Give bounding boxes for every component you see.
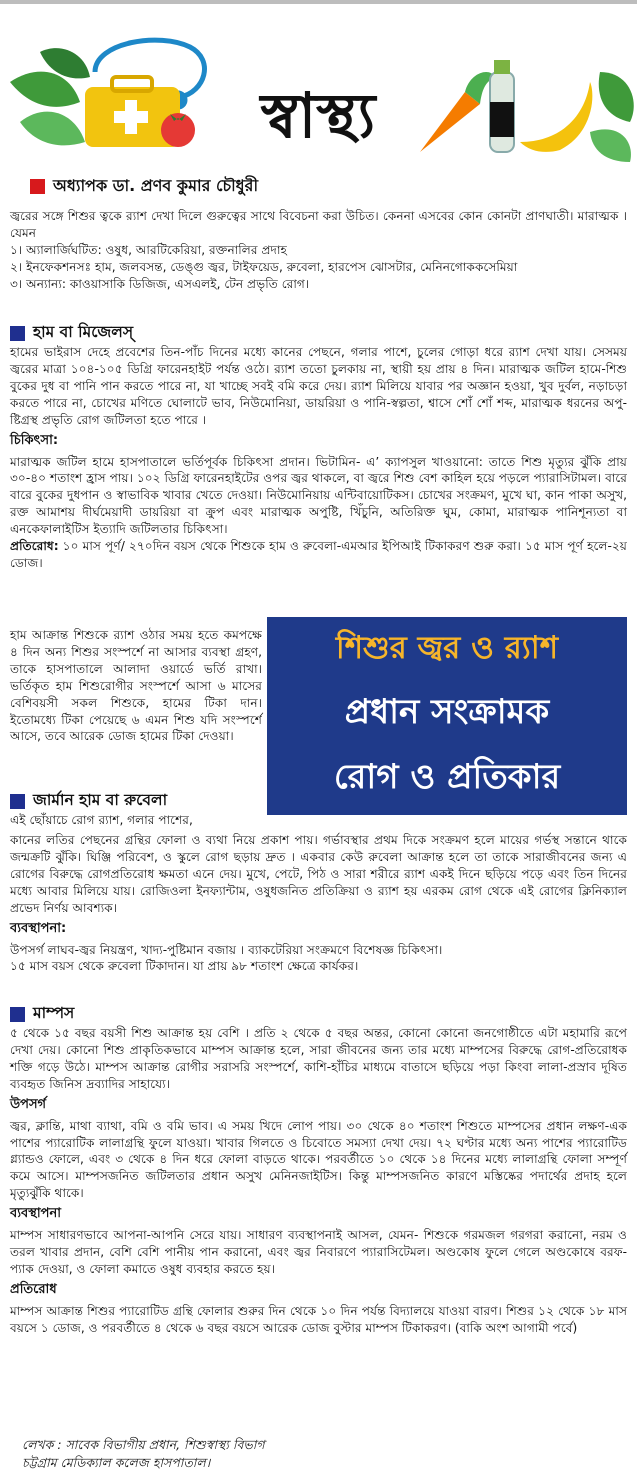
intro-item-1: ১। অ্যালার্জিঘটিত: ওষুধ, আরটিকেরিয়া, রক্তনালির প্রদাহ	[10, 242, 287, 257]
mumps-symptoms-label: উপসর্গ	[10, 1096, 47, 1112]
highlight-line-1: শিশুর জ্বর ও র‌্যাশ	[335, 630, 559, 666]
intro-item-3: ৩। অন্যান্য: কাওয়াসাকি ডিজিজ, এসএলই, টেন প্রভৃতি রোগ।	[10, 276, 310, 291]
mumps-prevention-label: প্রতিরোধ	[10, 1281, 57, 1297]
measles-prevention	[10, 538, 627, 572]
measles-section	[10, 322, 627, 572]
rubella-heading-text: জার্মান হাম বা রুবেলা	[33, 791, 168, 809]
blue-square-icon	[10, 794, 25, 809]
author-name: অধ্যাপক ডা. প্রণব কুমার চৌধুরী	[53, 176, 259, 195]
rubella-section	[10, 832, 627, 975]
tomato-icon	[161, 113, 195, 147]
banana-icon	[520, 82, 592, 152]
rubella-vaccination: ১৫ মাস বয়স থেকে রুবেলা টিকাদান। যা প্রায় ৯৮ শতাংশ ক্ষেত্রে কার্যকর।	[10, 959, 359, 974]
rubella-management-label: ব্যবস্থাপনা:	[10, 920, 67, 936]
mumps-management: মাম্পস সাধারণভাবে আপনা-আপনি সেরে যায়। সাধারণ ব্যবস্থাপনাই আসল, যেমন- শিশুকে গরমজল গরগরা করানো, নরম ও তরল খাবার প্রদান, বেশি বেশি পানীয় পান করানো, এবং জ্বর নিবারণে প্যারাসিটেমল। অণ্ডকোষ ফুলে গেলে অণ্ডকোষে বরফ-প্যাক দেওয়া, ও ফোলা কমাতে ওষুধ ব্যবহার করতে হয়।	[10, 1228, 627, 1276]
intro-item-2: ২। ইনফেকশনসঃ হাম, জলবসন্ত, ডেঙ্গু জ্বর, টাইফয়েড, রুবেলা, হারপেস ঝোসটার, মেনিনগোককসেমিয়া	[10, 259, 518, 274]
rubella-management: উপসর্গ লাঘব-জ্বর নিয়ন্ত্রণ, খাদ্য-পুষ্টিমান বজায় । ব্যাকটেরিয়া সংক্রমণে বিশেষজ্ঞ চিকিৎসা।	[10, 942, 443, 957]
measles-isolation	[10, 627, 262, 745]
highlight-line-3: রোগ ও প্রতিকার	[333, 757, 561, 797]
top-rule	[0, 0, 637, 4]
footer-line-1: লেখক : সাবেক বিভাগীয় প্রধান, শিশুস্বাস্থ্য বিভাগ	[22, 1437, 265, 1452]
banner-title: স্বাস্থ্য	[260, 79, 376, 152]
rubella-heading	[10, 790, 262, 812]
mumps-body: ৫ থেকে ১৫ বছর বয়সী শিশু আক্রান্ত হয় বেশি । প্রতি ২ থেকে ৫ বছর অন্তর, কোনো কোনো জনগোষ্ঠীতে এটা মহামারি রূপে দেখা দেয়। কোনো শিশু প্রাকৃতিকভাবে মাম্পস আক্রান্ত হলে, সারা জীবনের জন্য তার মধ্যে মাম্পসের বিরুদ্ধে রোগ-প্রতিরোধক শক্তি গড়ে উঠে। মাম্পস আক্রান্ত রোগীর সরাসরি সংস্পর্শে, কাশি-হাঁচির মাধ্যমে বাতাসে ছড়িয়ে পড়া কিংবা লালা-প্রস্রাব দূষিত ব্যবহৃত জিনিস দ্রব্যাদির সাহায্যে।	[10, 1026, 628, 1091]
measles-heading	[10, 322, 627, 344]
leaf-icon	[10, 48, 90, 145]
measles-isolation-text: হাম আক্রান্ত শিশুকে র‌্যাশ ওঠার সময় হতে কমপক্ষে ৪ দিন অন্য শিশুর সংস্পর্শে না আসার ব্যবস্থা গ্রহণ, তাকে হাসপাতালে আলাদা ওয়ার্ডে ভর্তি রাখা। ভর্তিকৃত হাম শিশুরোগীর সংস্পর্শে আসা ৬ মাসের বেশিবয়সী সকল শিশুকে, হামের টিকা দান। ইতোমধ্যে টিকা পেয়েছে ৬ এমন শিশু যদি সংস্পর্শে আসে, তবে আরেক ডোজ হামের টিকা দেওয়া।	[10, 628, 262, 744]
leaf-icon	[590, 72, 634, 162]
rubella-body: কানের লতির পেছনের গ্রন্থির ফোলা ও ব্যথা নিয়ে প্রকাশ পায়। গর্ভাবস্থার প্রথম দিকে সংক্রমণ হলে মায়ের গর্ভস্থ সন্তানে থাকে জন্মক্রটি ঝুঁকি। ঘিঞ্জি পরিবেশ, ও স্কুলে রোগ ছড়ায় দ্রুত । একবার কেউ রুবেলা আক্রান্ত হলে তা তাকে সারাজীবনের জন্য এ রোগের বিরুদ্ধে রোগপ্রতিরোধ ক্ষমতা এনে দেয়। মুখে, পেটে, পিঠ ও সারা শরীরে র‌্যাশ একই দিনে ছড়িয়ে পড়ে এবং তিন দিনের মধ্যে আবার মিলিয়ে যায়। রোজিওলা ইনফ্যান্টাম, ওষুধজনিত প্রতিক্রিয়া ও র‌্যাশ হয় এরকম রোগ থেকে এই রোগের ক্লিনিক্যাল প্রভেদ নির্ণয় আবশ্যক।	[10, 833, 627, 915]
measles-prevention-label: প্রতিরোধ:	[10, 539, 59, 554]
mumps-prevention: মাম্পস আক্রান্ত শিশুর প্যারোটিড গ্রন্থি ফোলার শুরুর দিন থেকে ১০ দিন পর্যন্ত বিদ্যালয়ে যাওয়া বারণ। শিশুর ১২ থেকে ১৮ মাস বয়সে ১ ডোজ, ও পরবর্তীতে ৪ থেকে ৬ বছর বয়সে আরেক ডোজ বুস্টার মাম্পস টিকাকরণ। (বাকি অংশ আগামী পর্বে)	[10, 1303, 627, 1335]
red-square-icon	[30, 179, 45, 194]
mumps-symptoms: জ্বর, ক্লান্তি, মাথা ব্যাথা, বমি ও বমি ভাব। এ সময় খিদে লোপ পায়। ৩০ থেকে ৪০ শতাংশ শিশুতে মাম্পসের প্রধান লক্ষণ-এক পাশের প্যারোটিক লালাগ্রন্থি ফুলে যাওয়া। খাবার গিলতে ও চিবোতে সমস্যা দেখা দেয়। ৭২ ঘণ্টার মধ্যে অন্য পাশের প্যারোটিড গ্ল্যান্ডও ফোলে, এবং ৩ থেকে ৪ দিন ধরে ফোলা বাড়তে থাকে। পরবর্তীতে ১০ থেকে ১৪ দিনের মধ্যে লালাগ্রন্থি ফোলা সম্পূর্ণ কমে আসে। মাম্পসজনিত জটিলতার প্রধান অসুখ মেনিনজাইটিস। কিন্তু মাম্পসজনিত কারণে মস্তিষ্কের পদার্থের প্রদাহ হলে মৃত্যুঝুঁকি থাকে।	[10, 1118, 627, 1201]
measles-prevention-text: ১০ মাস পূর্ণ/ ২৭০দিন বয়স থেকে শিশুকে হাম ও রুবেলা-এমআর ইপিআই টিকাকরণ শুরু করা। ১৫ মাস পূর্ণ হলে-২য় ডোজ।	[10, 539, 627, 570]
health-banner	[0, 22, 637, 170]
measles-treatment: মারাত্মক জটিল হামে হাসপাতালে ভর্তিপূর্বক চিকিৎসা প্রদান। ভিটামিন- এ’ ক্যাপসুল খাওয়ানো: তাতে শিশু মৃত্যুর ঝুঁকি প্রায় ৩০-৪০ শতাংশ হ্রাস পায়। ১০২ ডিগ্রি ফারেনহাইটের ওপর জ্বর থাকলে, বা জ্বরে শিশু বেশ কাহিল হয়ে পড়লে প্যারাসিটামল। বারে বারে বুকের দুধপান ও স্বাভাবিক খাবার খেতে দেওয়া। নিউমোনিয়ায় এন্টিবায়োটিকস। চোখের সংক্রমণ, মুখে ঘা, কান পাকা অসুখ, রক্ত আমাশয় দীর্ঘমেয়াদী ডায়রিয়া বা ক্রুপ এবং মারাত্মক অপুষ্টি, খিঁচুনি, অতিরিক্ত ঘুম, কোমা, মারাত্মক পানিশূন্যতা বা এনকেফালাইটিস ইত্যাদি জটিলতার চিকিৎসা।	[10, 454, 627, 537]
measles-body: হামের ভাইরাস দেহে প্রবেশের তিন-পাঁচ দিনের মধ্যে কানের পেছনে, গলার পাশে, চুলের গোড়া ধরে র‌্যাশ দেখা যায়। সেসময় জ্বরের মাত্রা ১০৪-১০৫ ডিগ্রি ফারেনহাইট পর্যন্ত ওঠে। র‌্যাশ ততো চুলকায় না, স্থায়ী হয় প্রায় ৪ দিন। মারাত্মক জটিল হামে-শিশু বুকের দুধ বা পানি পান করতে পারে না, যা খাচ্ছে সবই বমি করে দেয়। র‌্যাশ মিলিয়ে যাবার পর অজ্ঞান হওয়া, খুব দুর্বল, নড়াচড়া করতে পারে না, চোখের মণিতে ঘোলাটে ভাব, নিউমোনিয়া, ডায়রিয়া ও পানি-স্বল্পতা, শ্বাসে শোঁ শোঁ শব্দ, মারাত্মক ধরনের অপু-ষ্টিগ্রস্থ প্রভৃতি রোগ জটিলতা হতে পারে ।	[10, 345, 627, 427]
measles-heading-text: হাম বা মিজেলস্	[33, 323, 134, 341]
author-byline	[30, 173, 258, 200]
rubella-body-first: এই ছোঁয়াচে রোগ র‌্যাশ, গলার পাশের,	[10, 813, 193, 827]
mumps-heading-text: মাম্পস	[33, 1004, 75, 1022]
blue-square-icon	[10, 326, 25, 341]
footer-line-2: চট্টগ্রাম মেডিক্যাল কলেজ হাসপাতাল।	[22, 1455, 211, 1470]
author-footer	[22, 1436, 265, 1472]
highlight-line-2: প্রধান সংক্রামক	[344, 692, 550, 732]
mumps-section	[10, 1003, 627, 1337]
mumps-management-label: ব্যবস্থাপনা	[10, 1206, 61, 1222]
intro-section	[10, 208, 627, 293]
mumps-heading	[10, 1003, 627, 1025]
bottle-icon	[490, 60, 514, 152]
measles-treatment-label: চিকিৎসা:	[10, 432, 59, 448]
blue-square-icon	[10, 1007, 25, 1022]
intro-paragraph: জ্বরের সঙ্গে শিশুর ত্বকে র‌্যাশ দেখা দিলে গুরুত্বের সাথে বিবেচনা করা উচিত। কেননা এসবের কোন কোনটা প্রাণঘাতী। মারাত্মক । যেমন	[10, 209, 627, 240]
rubella-heading-block	[10, 790, 262, 829]
highlight-box	[267, 617, 627, 815]
carrot-icon	[420, 72, 495, 152]
